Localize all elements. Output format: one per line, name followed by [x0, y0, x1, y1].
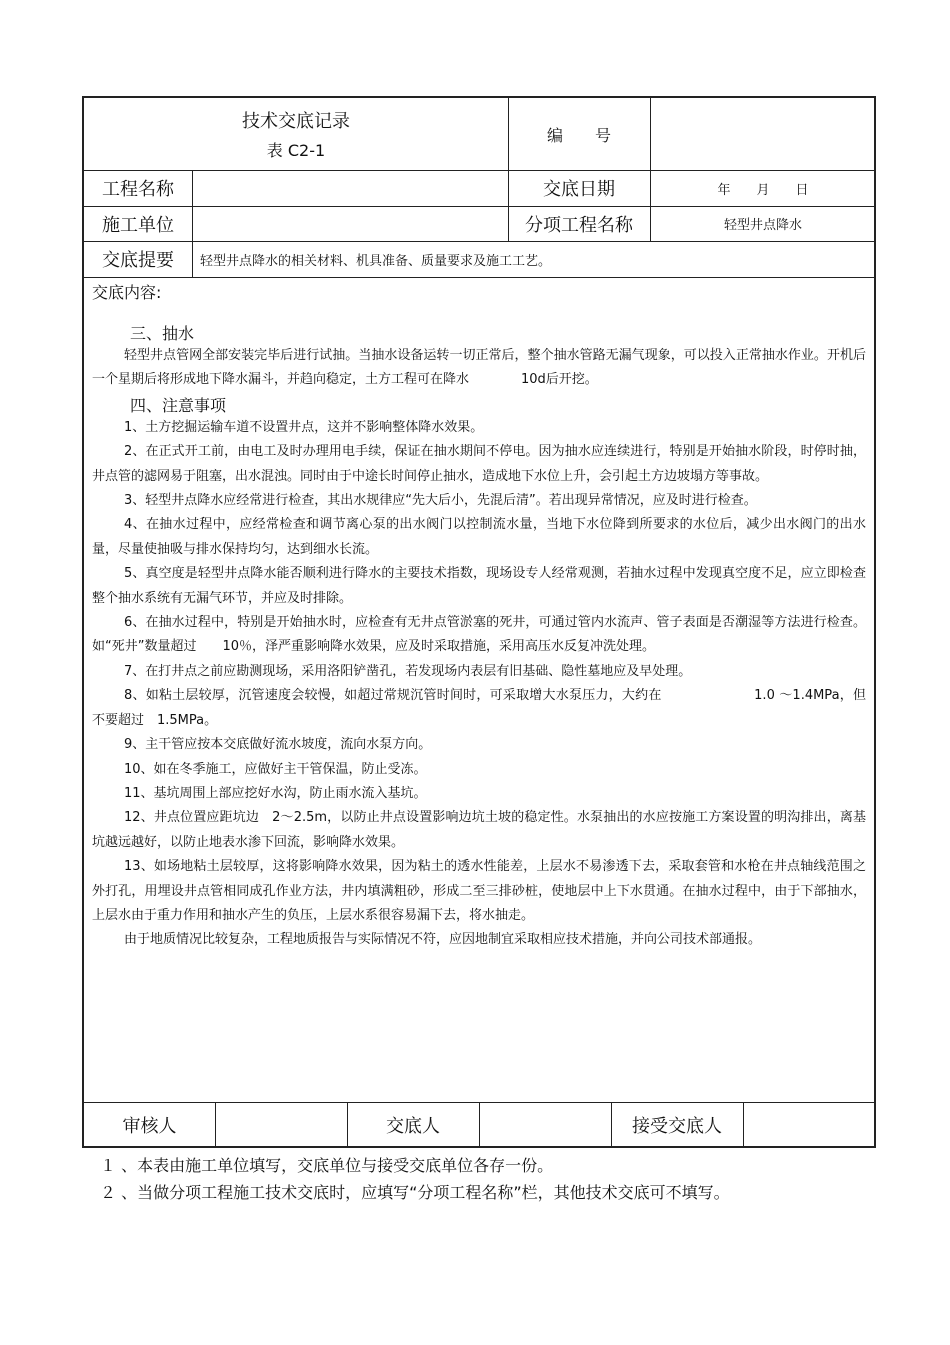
project-name-field[interactable] — [192, 170, 508, 206]
date-label: 交底日期 — [543, 179, 615, 200]
subproject-label: 分项工程名称 — [525, 214, 633, 236]
receiver-field[interactable] — [743, 1102, 876, 1148]
section-3-text: 轻型井点管网全部安装完毕后进行试抽。当抽水设备运转一切正常后，整个抽水管路无漏气现象，可以投入正常抽水作业。开机后一个星期后将形成地下降水漏斗，并趋向稳定，土方工程可在降水 10d后开挖。 — [92, 348, 866, 388]
discloser-field[interactable] — [479, 1102, 611, 1148]
summary-label: 交底提要 — [102, 250, 174, 271]
note-item: 12、井点位置应距坑边 2～2.5m，以防止井点设置影响边坑土坡的稳定性。水泵抽出的水应按施工方案设置的明沟排出，离基坑越远越好，以防止地表水渗下回流，影响降水效果。 — [92, 810, 866, 850]
disclosure-content — [92, 280, 866, 953]
reviewer-field[interactable] — [215, 1102, 347, 1148]
reviewer-label: 审核人 — [122, 1116, 177, 1137]
content-heading: 交底内容: — [92, 283, 162, 302]
note-item: 1、土方挖掘运输车道不设置井点，这并不影响整体降水效果。 — [124, 419, 484, 435]
subproject-field[interactable]: 轻型井点降水 — [723, 218, 802, 233]
note-item: 13、如场地粘土层较厚，这将影响降水效果，因为粘土的透水性能差，上层水不易渗透下去，采取套管和水枪在井点轴线范围之外打孔，用埋设井点管相同成孔作业方法，井内填满粗砂，形成二至三排砂桩，使地层中上下水贯通。在抽水过程中，由于下部抽水，上层水由于重力作用和抽水产生的负压，上层水系很容易漏下去，将水抽走。 — [92, 859, 866, 923]
note-item: 8、如粘土层较厚，沉管速度会较慢，如超过常规沉管时间时，可采取增大水泵压力，大约在 1.0 ～1.4MPa，但不要超过 1.5MPa。 — [92, 688, 866, 728]
closing-text: 由于地质情况比较复杂，工程地质报告与实际情况不符，应因地制宜采取相应技术措施，并向公司技术部通报。 — [124, 932, 762, 948]
note-item: 7、在打井点之前应勘测现场，采用洛阳铲凿孔，若发现场内表层有旧基础、隐性墓地应及早处理。 — [124, 663, 692, 679]
footnote: ２ 、当做分项工程施工技术交底时，应填写“分项工程名称”栏，其他技术交底可不填写。 — [100, 1183, 730, 1202]
section-4-title: 四、注意事项 — [130, 395, 227, 415]
rule — [84, 277, 874, 278]
unit-field[interactable] — [192, 206, 508, 241]
receiver-label: 接受交底人 — [632, 1116, 722, 1137]
footnote: １ 、本表由施工单位填写，交底单位与接受交底单位各存一份。 — [100, 1156, 554, 1175]
footnotes — [100, 1152, 730, 1206]
form-code: 表 C2-1 — [266, 140, 326, 160]
note-item: 5、真空度是轻型井点降水能否顺利进行降水的主要技术指数，现场设专人经常观测，若抽水过程中发现真空度不足，应立即检查整个抽水系统有无漏气环节，并应及时排除。 — [92, 566, 866, 606]
summary-field[interactable]: 轻型井点降水的相关材料、机具准备、质量要求及施工工艺。 — [200, 253, 552, 269]
form-title: 技术交底记录 — [242, 111, 350, 132]
unit-label: 施工单位 — [102, 214, 174, 236]
note-item: 6、在抽水过程中，特别是开始抽水时，应检查有无井点管淤塞的死井，可通过管内水流声、管子表面是否潮湿等方法进行检查。如“死井”数量超过 10％，泽严重影响降水效果，应及时采取措施，采用高压水反复冲洗处理。 — [92, 615, 866, 655]
number-field[interactable] — [650, 98, 876, 170]
note-item: 10、如在冬季施工，应做好主干管保温，防止受冻。 — [124, 761, 427, 777]
note-item: 3、轻型井点降水应经常进行检查，其出水规律应“先大后小，先混后清”。若出现异常情况，应及时进行检查。 — [124, 493, 757, 509]
note-item: 4、在抽水过程中，应经常检查和调节离心泵的出水阀门以控制流水量，当地下水位降到所要求的水位后，减少出水阀门的出水量，尽量使抽吸与排水保持均匀，达到细水长流。 — [92, 517, 866, 557]
section-3-title: 三、抽水 — [130, 324, 195, 343]
number-label: 编 号 — [546, 125, 611, 145]
disclosure-form — [82, 96, 876, 1148]
note-item: 9、主干管应按本交底做好流水坡度，流向水泵方向。 — [124, 737, 432, 753]
discloser-label: 交底人 — [386, 1116, 440, 1137]
note-item: 11、基坑周围上部应挖好水沟，防止雨水流入基坑。 — [124, 785, 427, 801]
project-name-label: 工程名称 — [102, 179, 174, 200]
note-item: 2、在正式开工前，由电工及时办理用电手续，保证在抽水期间不停电。因为抽水应连续进行，特别是开始抽水阶段，时停时抽，井点管的滤网易于阻塞，出水混浊。同时由于中途长时间停止抽水，造成地下水位上升，会引起土方边坡塌方等事故。 — [92, 444, 866, 484]
date-field[interactable]: 年 月 日 — [717, 182, 809, 198]
